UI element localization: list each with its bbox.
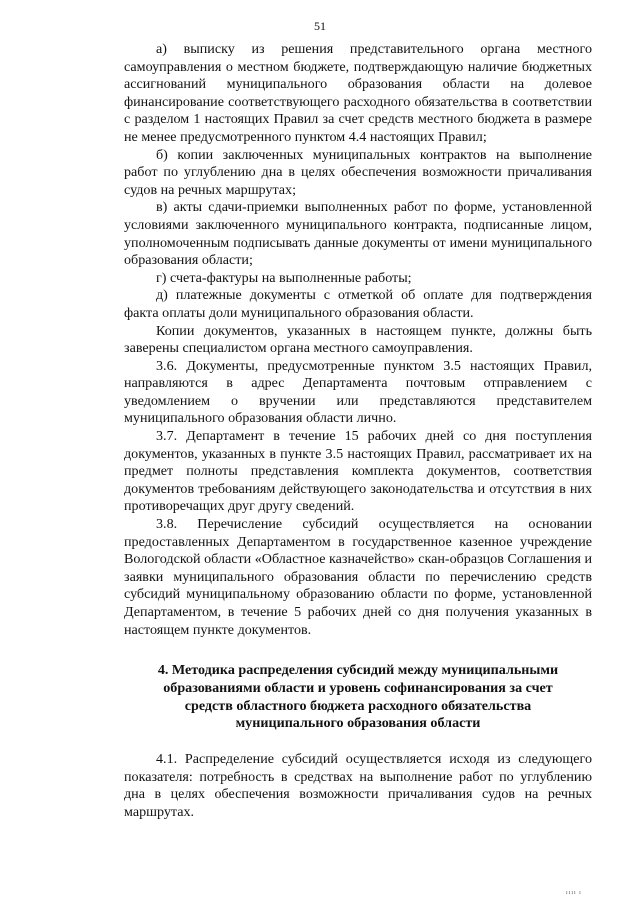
paragraph-item-d: д) платежные документы с отметкой об оплате для подтверждения факта оплаты доли муниципального образования области. xyxy=(124,287,592,321)
closing-text xyxy=(124,751,592,821)
section-heading-line: средств областного бюджета расходного обязательства xyxy=(184,697,532,714)
paragraph-item-v: в) акты сдачи-приемки выполненных работ по форме, установленной условиями заключенного муниципального контракта, подписанные лицом, уполномоченным подписывать данные документы от имени муниципального образования области; xyxy=(124,199,592,269)
paragraph-item-g: г) счета-фактуры на выполненные работы; xyxy=(156,269,412,286)
scan-mark: ıııı ı xyxy=(566,890,582,896)
paragraph-4-1: 4.1. Распределение субсидий осуществляется исходя из следующего показателя: потребность в средствах на выполнение работ по углублению дна в целях обеспечения возможности причаливания судов на речных маршрутах. xyxy=(124,751,592,820)
paragraph-3-8: 3.8. Перечисление субсидий осуществляется на основании предоставленных Департаментом в государственное казенное учреждение Вологодской области «Областное казначейство» скан-образцов Соглашения и заявки муниципального образования области по перечислению средств субсидий муниципальному образованию области по форме, установленной Департаментом, в течение 5 рабочих дней со дня получения указанных в настоящем пункте документов. xyxy=(124,516,592,638)
section-heading-line: образованиями области и уровень софинансирования за счет xyxy=(163,679,553,696)
paragraph-item-a: а) выписку из решения представительного органа местного самоуправления о местном бюджете, подтверждающую наличие бюджетных ассигнований муниципального образования области на долевое финансирование соответствующего расходного обязательства в соответствии с разделом 1 настоящих Правил за счет средств местного бюджета в размере не менее предусмотренного пунктом 4.4 настоящих Правил; xyxy=(124,41,592,145)
paragraph-3-7: 3.7. Департамент в течение 15 рабочих дней со дня поступления документов, указанных в пункте 3.5 настоящих Правил, рассматривает их на предмет полноты представления комплекта документов, соответствия документов требованиям действующего законодательства и отсутствия в них противоречащих друг другу сведений. xyxy=(124,428,592,515)
body-text xyxy=(124,41,592,639)
section-heading-line: 4. Методика распределения субсидий между муниципальными xyxy=(157,662,559,678)
section-heading xyxy=(118,662,598,733)
paragraph-3-6: 3.6. Документы, предусмотренные пунктом 3.5 настоящих Правил, направляются в адрес Департамента почтовым отправлением с уведомлением о вручении или представляются представителем муниципального образования области лично. xyxy=(124,357,592,427)
section-heading-line: муниципального образования области xyxy=(235,715,481,732)
paragraph-item-b: б) копии заключенных муниципальных контрактов на выполнение работ по углублению дна в целях обеспечения возможности причаливания судов на речных маршрутах; xyxy=(124,146,592,198)
paragraph-copies-note: Копии документов, указанных в настоящем пункте, должны быть заверены специалистом органа местного самоуправления. xyxy=(124,322,592,357)
page-number: 51 xyxy=(314,19,326,33)
